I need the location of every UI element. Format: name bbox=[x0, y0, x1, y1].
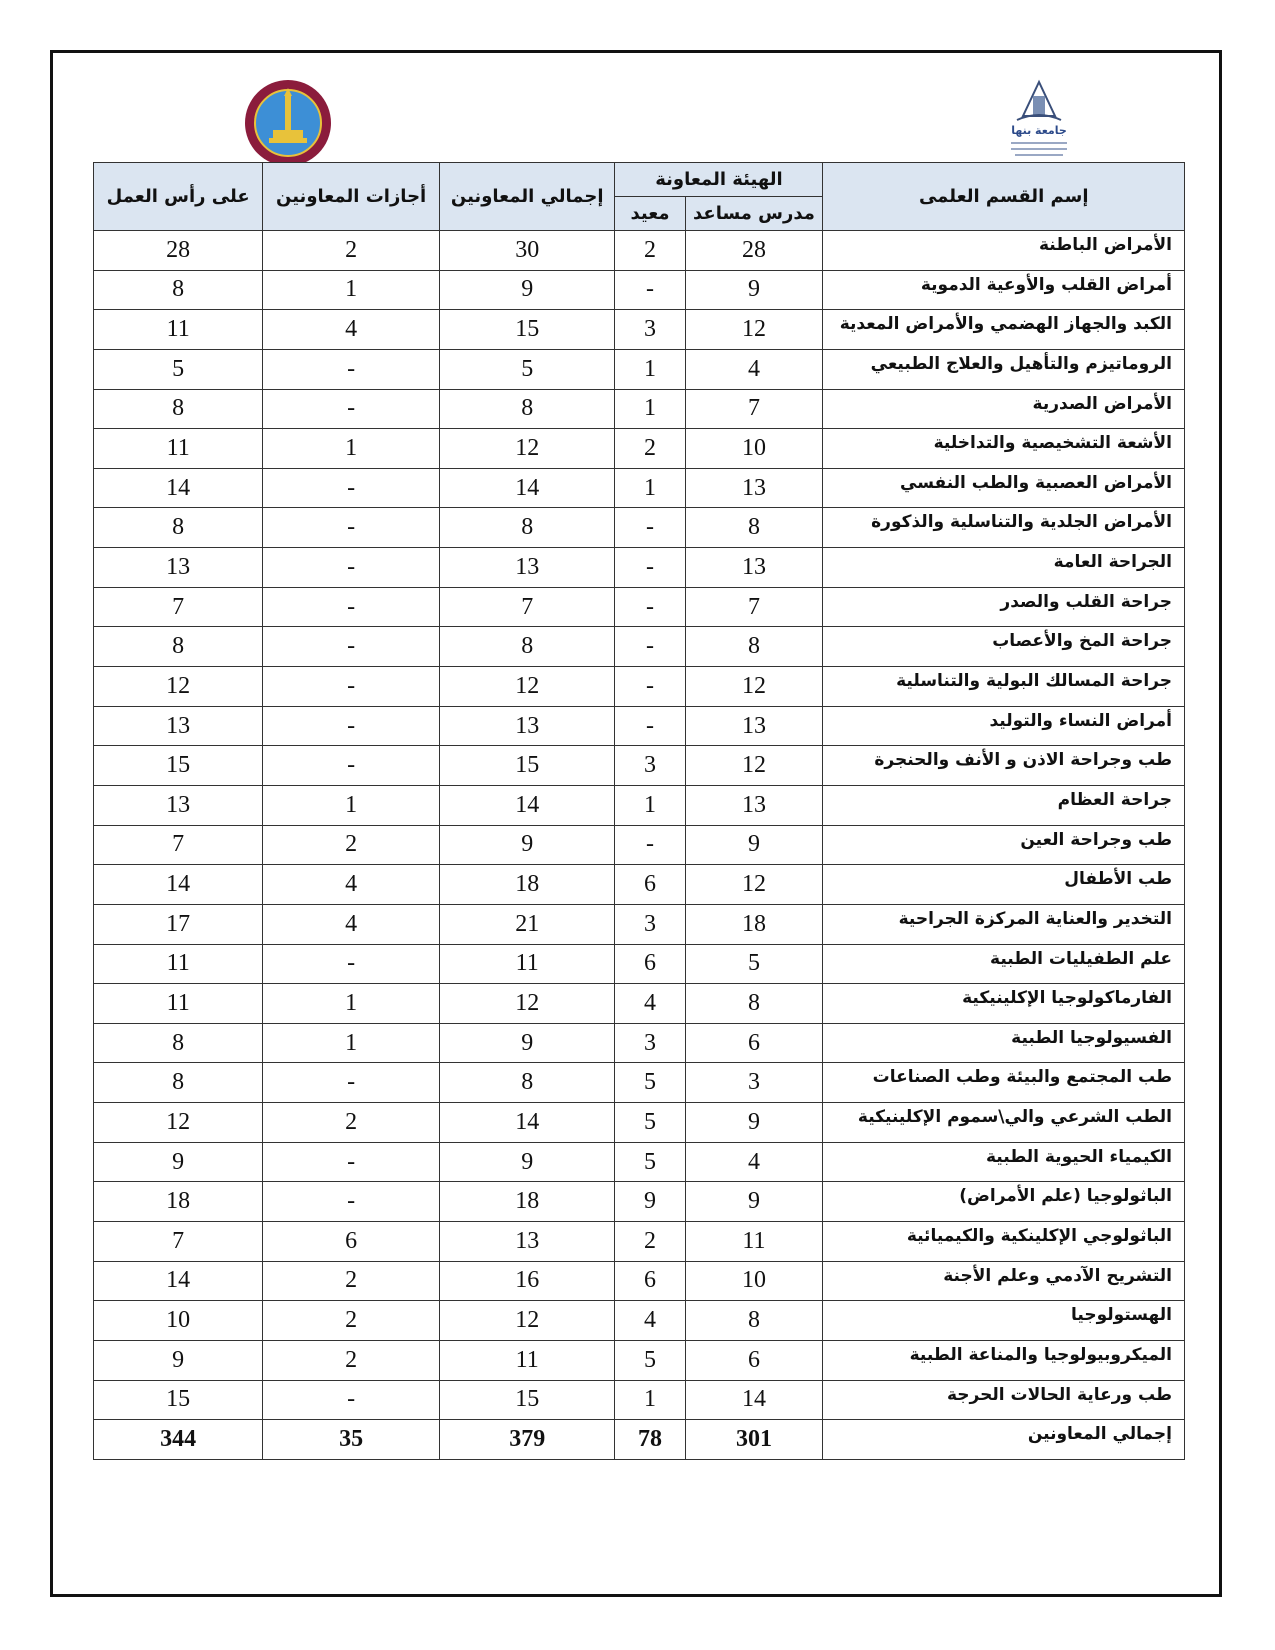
header-leaves: أجازات المعاونين bbox=[263, 163, 440, 231]
leave-cell: 2 bbox=[263, 825, 440, 865]
table-row bbox=[94, 231, 1185, 271]
dept-cell: الميكروبيولوجيا والمناعة الطبية bbox=[823, 1340, 1185, 1380]
dept-cell: الكيمياء الحيوية الطبية bbox=[823, 1142, 1185, 1182]
leave-cell: 1 bbox=[263, 785, 440, 825]
assistant-lecturer-cell: 4 bbox=[685, 349, 823, 389]
leave-cell: - bbox=[263, 1063, 440, 1103]
total-cell: 14 bbox=[439, 1103, 615, 1143]
dept-cell: الجراحة العامة bbox=[823, 548, 1185, 588]
assistant-lecturer-cell: 8 bbox=[685, 508, 823, 548]
on-duty-cell: 9 bbox=[94, 1340, 263, 1380]
demonstrator-cell: 4 bbox=[615, 984, 685, 1024]
assistant-lecturer-cell: 12 bbox=[685, 746, 823, 786]
total-cell: 11 bbox=[439, 944, 615, 984]
leave-cell: - bbox=[263, 746, 440, 786]
dept-cell: الطب الشرعي والي\سموم الإكلينيكية bbox=[823, 1103, 1185, 1143]
on-duty-cell: 12 bbox=[94, 1103, 263, 1143]
table-row bbox=[94, 508, 1185, 548]
demonstrator-cell: - bbox=[615, 825, 685, 865]
on-duty-cell: 11 bbox=[94, 984, 263, 1024]
demonstrator-cell: 2 bbox=[615, 231, 685, 271]
total-cell: 15 bbox=[439, 746, 615, 786]
assistant-lecturer-cell: 12 bbox=[685, 310, 823, 350]
leave-cell: - bbox=[263, 468, 440, 508]
total-cell: 30 bbox=[439, 231, 615, 271]
assistant-lecturer-cell: 9 bbox=[685, 1103, 823, 1143]
on-duty-cell: 8 bbox=[94, 627, 263, 667]
demonstrator-cell: 2 bbox=[615, 429, 685, 469]
header-department: إسم القسم العلمى bbox=[823, 163, 1185, 231]
leave-cell: 4 bbox=[263, 310, 440, 350]
faculty-logo bbox=[243, 78, 333, 168]
leave-cell: - bbox=[263, 706, 440, 746]
dept-cell: الأمراض الجلدية والتناسلية والذكورة bbox=[823, 508, 1185, 548]
on-duty-cell: 7 bbox=[94, 1222, 263, 1262]
header-total-assistants: إجمالي المعاونين bbox=[439, 163, 615, 231]
assistant-lecturer-cell: 12 bbox=[685, 667, 823, 707]
on-duty-cell: 8 bbox=[94, 270, 263, 310]
assistant-lecturer-cell: 10 bbox=[685, 429, 823, 469]
table-row bbox=[94, 468, 1185, 508]
header-on-duty: على رأس العمل bbox=[94, 163, 263, 231]
total-cell: 9 bbox=[439, 825, 615, 865]
table-row bbox=[94, 1142, 1185, 1182]
demonstrator-cell: - bbox=[615, 667, 685, 707]
table-row bbox=[94, 1103, 1185, 1143]
dept-cell: جراحة القلب والصدر bbox=[823, 587, 1185, 627]
leave-cell: 2 bbox=[263, 1261, 440, 1301]
assistant-lecturer-cell: 13 bbox=[685, 548, 823, 588]
total-cell: 15 bbox=[439, 310, 615, 350]
leave-cell: - bbox=[263, 587, 440, 627]
leave-cell: 1 bbox=[263, 984, 440, 1024]
table-row bbox=[94, 429, 1185, 469]
leave-cell: - bbox=[263, 548, 440, 588]
assistant-lecturer-cell: 9 bbox=[685, 270, 823, 310]
on-duty-cell: 15 bbox=[94, 1380, 263, 1420]
on-duty-cell: 8 bbox=[94, 1023, 263, 1063]
leave-cell: - bbox=[263, 944, 440, 984]
total-cell: 12 bbox=[439, 429, 615, 469]
total-cell: 12 bbox=[439, 984, 615, 1024]
table-row bbox=[94, 865, 1185, 905]
assistant-lecturer-cell: 8 bbox=[685, 984, 823, 1024]
total-row bbox=[94, 1420, 1185, 1460]
total-cell: 9 bbox=[439, 270, 615, 310]
demonstrator-cell: 4 bbox=[615, 1301, 685, 1341]
table-row bbox=[94, 548, 1185, 588]
leave-cell: - bbox=[263, 1142, 440, 1182]
dept-cell: الفارماكولوجيا الإكلينيكية bbox=[823, 984, 1185, 1024]
on-duty-cell: 5 bbox=[94, 349, 263, 389]
assistant-lecturer-cell: 14 bbox=[685, 1380, 823, 1420]
on-duty-cell: 13 bbox=[94, 706, 263, 746]
dept-cell: علم الطفيليات الطبية bbox=[823, 944, 1185, 984]
table-row bbox=[94, 746, 1185, 786]
table-row bbox=[94, 270, 1185, 310]
total-cell: 5 bbox=[439, 349, 615, 389]
on-duty-cell: 18 bbox=[94, 1182, 263, 1222]
on-duty-cell: 11 bbox=[94, 429, 263, 469]
demonstrator-cell: 3 bbox=[615, 310, 685, 350]
on-duty-cell: 14 bbox=[94, 468, 263, 508]
demonstrator-cell: 5 bbox=[615, 1063, 685, 1103]
assistant-lecturer-cell: 3 bbox=[685, 1063, 823, 1103]
leave-cell: - bbox=[263, 627, 440, 667]
assistant-lecturer-cell: 9 bbox=[685, 825, 823, 865]
leave-cell: 2 bbox=[263, 1103, 440, 1143]
leave-cell: - bbox=[263, 1380, 440, 1420]
total-cell: 13 bbox=[439, 706, 615, 746]
on-duty-cell: 11 bbox=[94, 944, 263, 984]
leave-cell: 4 bbox=[263, 904, 440, 944]
on-duty-cell: 11 bbox=[94, 310, 263, 350]
on-duty-cell: 8 bbox=[94, 508, 263, 548]
table-row bbox=[94, 1380, 1185, 1420]
on-duty-cell: 10 bbox=[94, 1301, 263, 1341]
total-cell: 13 bbox=[439, 1222, 615, 1262]
on-duty-cell: 12 bbox=[94, 667, 263, 707]
header-assistant-lecturer: مدرس مساعد bbox=[685, 197, 823, 231]
demonstrator-cell: 1 bbox=[615, 1380, 685, 1420]
on-duty-cell: 13 bbox=[94, 785, 263, 825]
table-row bbox=[94, 1023, 1185, 1063]
total-cell: 15 bbox=[439, 1380, 615, 1420]
table-row bbox=[94, 1222, 1185, 1262]
table-row bbox=[94, 627, 1185, 667]
dept-cell: طب الأطفال bbox=[823, 865, 1185, 905]
leave-cell: - bbox=[263, 508, 440, 548]
demonstrator-cell: - bbox=[615, 587, 685, 627]
demonstrator-cell: - bbox=[615, 627, 685, 667]
leave-cell: - bbox=[263, 389, 440, 429]
on-duty-cell: 14 bbox=[94, 865, 263, 905]
dept-cell: الروماتيزم والتأهيل والعلاج الطبيعي bbox=[823, 349, 1185, 389]
assistant-lecturer-cell: 28 bbox=[685, 231, 823, 271]
table-row bbox=[94, 984, 1185, 1024]
dept-cell: جراحة المخ والأعصاب bbox=[823, 627, 1185, 667]
total-cell: 14 bbox=[439, 785, 615, 825]
table-row bbox=[94, 825, 1185, 865]
total-assistant-lecturer-cell: 301 bbox=[685, 1420, 823, 1460]
demonstrator-cell: 3 bbox=[615, 1023, 685, 1063]
header-demonstrator: معيد bbox=[615, 197, 685, 231]
on-duty-cell: 7 bbox=[94, 587, 263, 627]
dept-cell: أمراض النساء والتوليد bbox=[823, 706, 1185, 746]
dept-cell: جراحة المسالك البولية والتناسلية bbox=[823, 667, 1185, 707]
dept-cell: طب المجتمع والبيئة وطب الصناعات bbox=[823, 1063, 1185, 1103]
total-cell: 12 bbox=[439, 1301, 615, 1341]
table-row bbox=[94, 389, 1185, 429]
demonstrator-cell: 2 bbox=[615, 1222, 685, 1262]
total-leave-cell: 35 bbox=[263, 1420, 440, 1460]
leave-cell: 4 bbox=[263, 865, 440, 905]
leave-cell: 2 bbox=[263, 231, 440, 271]
demonstrator-cell: 1 bbox=[615, 468, 685, 508]
assistant-lecturer-cell: 7 bbox=[685, 587, 823, 627]
dept-cell: جراحة العظام bbox=[823, 785, 1185, 825]
demonstrator-cell: 1 bbox=[615, 389, 685, 429]
on-duty-cell: 8 bbox=[94, 1063, 263, 1103]
assistant-lecturer-cell: 6 bbox=[685, 1023, 823, 1063]
leave-cell: 1 bbox=[263, 429, 440, 469]
leave-cell: 2 bbox=[263, 1340, 440, 1380]
assistant-lecturer-cell: 8 bbox=[685, 1301, 823, 1341]
demonstrator-cell: 9 bbox=[615, 1182, 685, 1222]
on-duty-cell: 9 bbox=[94, 1142, 263, 1182]
dept-cell: الأشعة التشخيصية والتداخلية bbox=[823, 429, 1185, 469]
table-row bbox=[94, 1340, 1185, 1380]
total-cell: 21 bbox=[439, 904, 615, 944]
leave-cell: 1 bbox=[263, 270, 440, 310]
table-row bbox=[94, 944, 1185, 984]
leave-cell: - bbox=[263, 1182, 440, 1222]
demonstrator-cell: - bbox=[615, 706, 685, 746]
dept-cell: الأمراض العصبية والطب النفسي bbox=[823, 468, 1185, 508]
demonstrator-cell: 6 bbox=[615, 865, 685, 905]
total-total-cell: 379 bbox=[439, 1420, 615, 1460]
assistant-lecturer-cell: 12 bbox=[685, 865, 823, 905]
dept-cell: الأمراض الصدرية bbox=[823, 389, 1185, 429]
dept-cell: طب وجراحة الاذن و الأنف والحنجرة bbox=[823, 746, 1185, 786]
total-cell: 9 bbox=[439, 1023, 615, 1063]
dept-cell: الهستولوجيا bbox=[823, 1301, 1185, 1341]
staff-table bbox=[93, 162, 1185, 1460]
university-logo bbox=[995, 78, 1083, 162]
staff-table-container bbox=[93, 162, 1185, 1460]
leave-cell: 6 bbox=[263, 1222, 440, 1262]
table-row bbox=[94, 349, 1185, 389]
total-cell: 11 bbox=[439, 1340, 615, 1380]
demonstrator-cell: - bbox=[615, 548, 685, 588]
dept-cell: الباثولوجيا (علم الأمراض) bbox=[823, 1182, 1185, 1222]
on-duty-cell: 8 bbox=[94, 389, 263, 429]
leave-cell: - bbox=[263, 349, 440, 389]
demonstrator-cell: - bbox=[615, 508, 685, 548]
table-row bbox=[94, 706, 1185, 746]
university-logo-text: جامعة بنها bbox=[1011, 124, 1067, 137]
assistant-lecturer-cell: 7 bbox=[685, 389, 823, 429]
demonstrator-cell: - bbox=[615, 270, 685, 310]
leave-cell: 2 bbox=[263, 1301, 440, 1341]
demonstrator-cell: 6 bbox=[615, 944, 685, 984]
total-cell: 8 bbox=[439, 1063, 615, 1103]
demonstrator-cell: 1 bbox=[615, 349, 685, 389]
on-duty-cell: 13 bbox=[94, 548, 263, 588]
total-cell: 16 bbox=[439, 1261, 615, 1301]
total-on-duty-cell: 344 bbox=[94, 1420, 263, 1460]
leave-cell: - bbox=[263, 667, 440, 707]
table-row bbox=[94, 1063, 1185, 1103]
table-row bbox=[94, 1301, 1185, 1341]
demonstrator-cell: 6 bbox=[615, 1261, 685, 1301]
dept-cell: طب ورعاية الحالات الحرجة bbox=[823, 1380, 1185, 1420]
on-duty-cell: 17 bbox=[94, 904, 263, 944]
assistant-lecturer-cell: 13 bbox=[685, 706, 823, 746]
total-dept-cell: إجمالي المعاونين bbox=[823, 1420, 1185, 1460]
demonstrator-cell: 5 bbox=[615, 1103, 685, 1143]
table-row bbox=[94, 1182, 1185, 1222]
dept-cell: أمراض القلب والأوعية الدموية bbox=[823, 270, 1185, 310]
assistant-lecturer-cell: 13 bbox=[685, 785, 823, 825]
on-duty-cell: 14 bbox=[94, 1261, 263, 1301]
total-cell: 8 bbox=[439, 627, 615, 667]
header-staff-group: الهيئة المعاونة bbox=[615, 163, 823, 197]
assistant-lecturer-cell: 4 bbox=[685, 1142, 823, 1182]
demonstrator-cell: 5 bbox=[615, 1142, 685, 1182]
total-cell: 12 bbox=[439, 667, 615, 707]
total-cell: 8 bbox=[439, 508, 615, 548]
table-row bbox=[94, 904, 1185, 944]
dept-cell: الكبد والجهاز الهضمي والأمراض المعدية bbox=[823, 310, 1185, 350]
assistant-lecturer-cell: 18 bbox=[685, 904, 823, 944]
total-cell: 14 bbox=[439, 468, 615, 508]
demonstrator-cell: 1 bbox=[615, 785, 685, 825]
total-cell: 9 bbox=[439, 1142, 615, 1182]
assistant-lecturer-cell: 6 bbox=[685, 1340, 823, 1380]
dept-cell: الفسيولوجيا الطبية bbox=[823, 1023, 1185, 1063]
table-row bbox=[94, 1261, 1185, 1301]
total-demonstrator-cell: 78 bbox=[615, 1420, 685, 1460]
dept-cell: طب وجراحة العين bbox=[823, 825, 1185, 865]
leave-cell: 1 bbox=[263, 1023, 440, 1063]
assistant-lecturer-cell: 8 bbox=[685, 627, 823, 667]
total-cell: 13 bbox=[439, 548, 615, 588]
demonstrator-cell: 5 bbox=[615, 1340, 685, 1380]
demonstrator-cell: 3 bbox=[615, 904, 685, 944]
dept-cell: الأمراض الباطنة bbox=[823, 231, 1185, 271]
assistant-lecturer-cell: 13 bbox=[685, 468, 823, 508]
dept-cell: الباثولوجي الإكلينكية والكيميائية bbox=[823, 1222, 1185, 1262]
dept-cell: التخدير والعناية المركزة الجراحية bbox=[823, 904, 1185, 944]
on-duty-cell: 28 bbox=[94, 231, 263, 271]
table-row bbox=[94, 310, 1185, 350]
on-duty-cell: 15 bbox=[94, 746, 263, 786]
total-cell: 8 bbox=[439, 389, 615, 429]
assistant-lecturer-cell: 10 bbox=[685, 1261, 823, 1301]
assistant-lecturer-cell: 9 bbox=[685, 1182, 823, 1222]
on-duty-cell: 7 bbox=[94, 825, 263, 865]
total-cell: 7 bbox=[439, 587, 615, 627]
assistant-lecturer-cell: 5 bbox=[685, 944, 823, 984]
table-row bbox=[94, 587, 1185, 627]
demonstrator-cell: 3 bbox=[615, 746, 685, 786]
assistant-lecturer-cell: 11 bbox=[685, 1222, 823, 1262]
table-row bbox=[94, 785, 1185, 825]
table-row bbox=[94, 667, 1185, 707]
total-cell: 18 bbox=[439, 865, 615, 905]
dept-cell: التشريح الآدمي وعلم الأجنة bbox=[823, 1261, 1185, 1301]
total-cell: 18 bbox=[439, 1182, 615, 1222]
